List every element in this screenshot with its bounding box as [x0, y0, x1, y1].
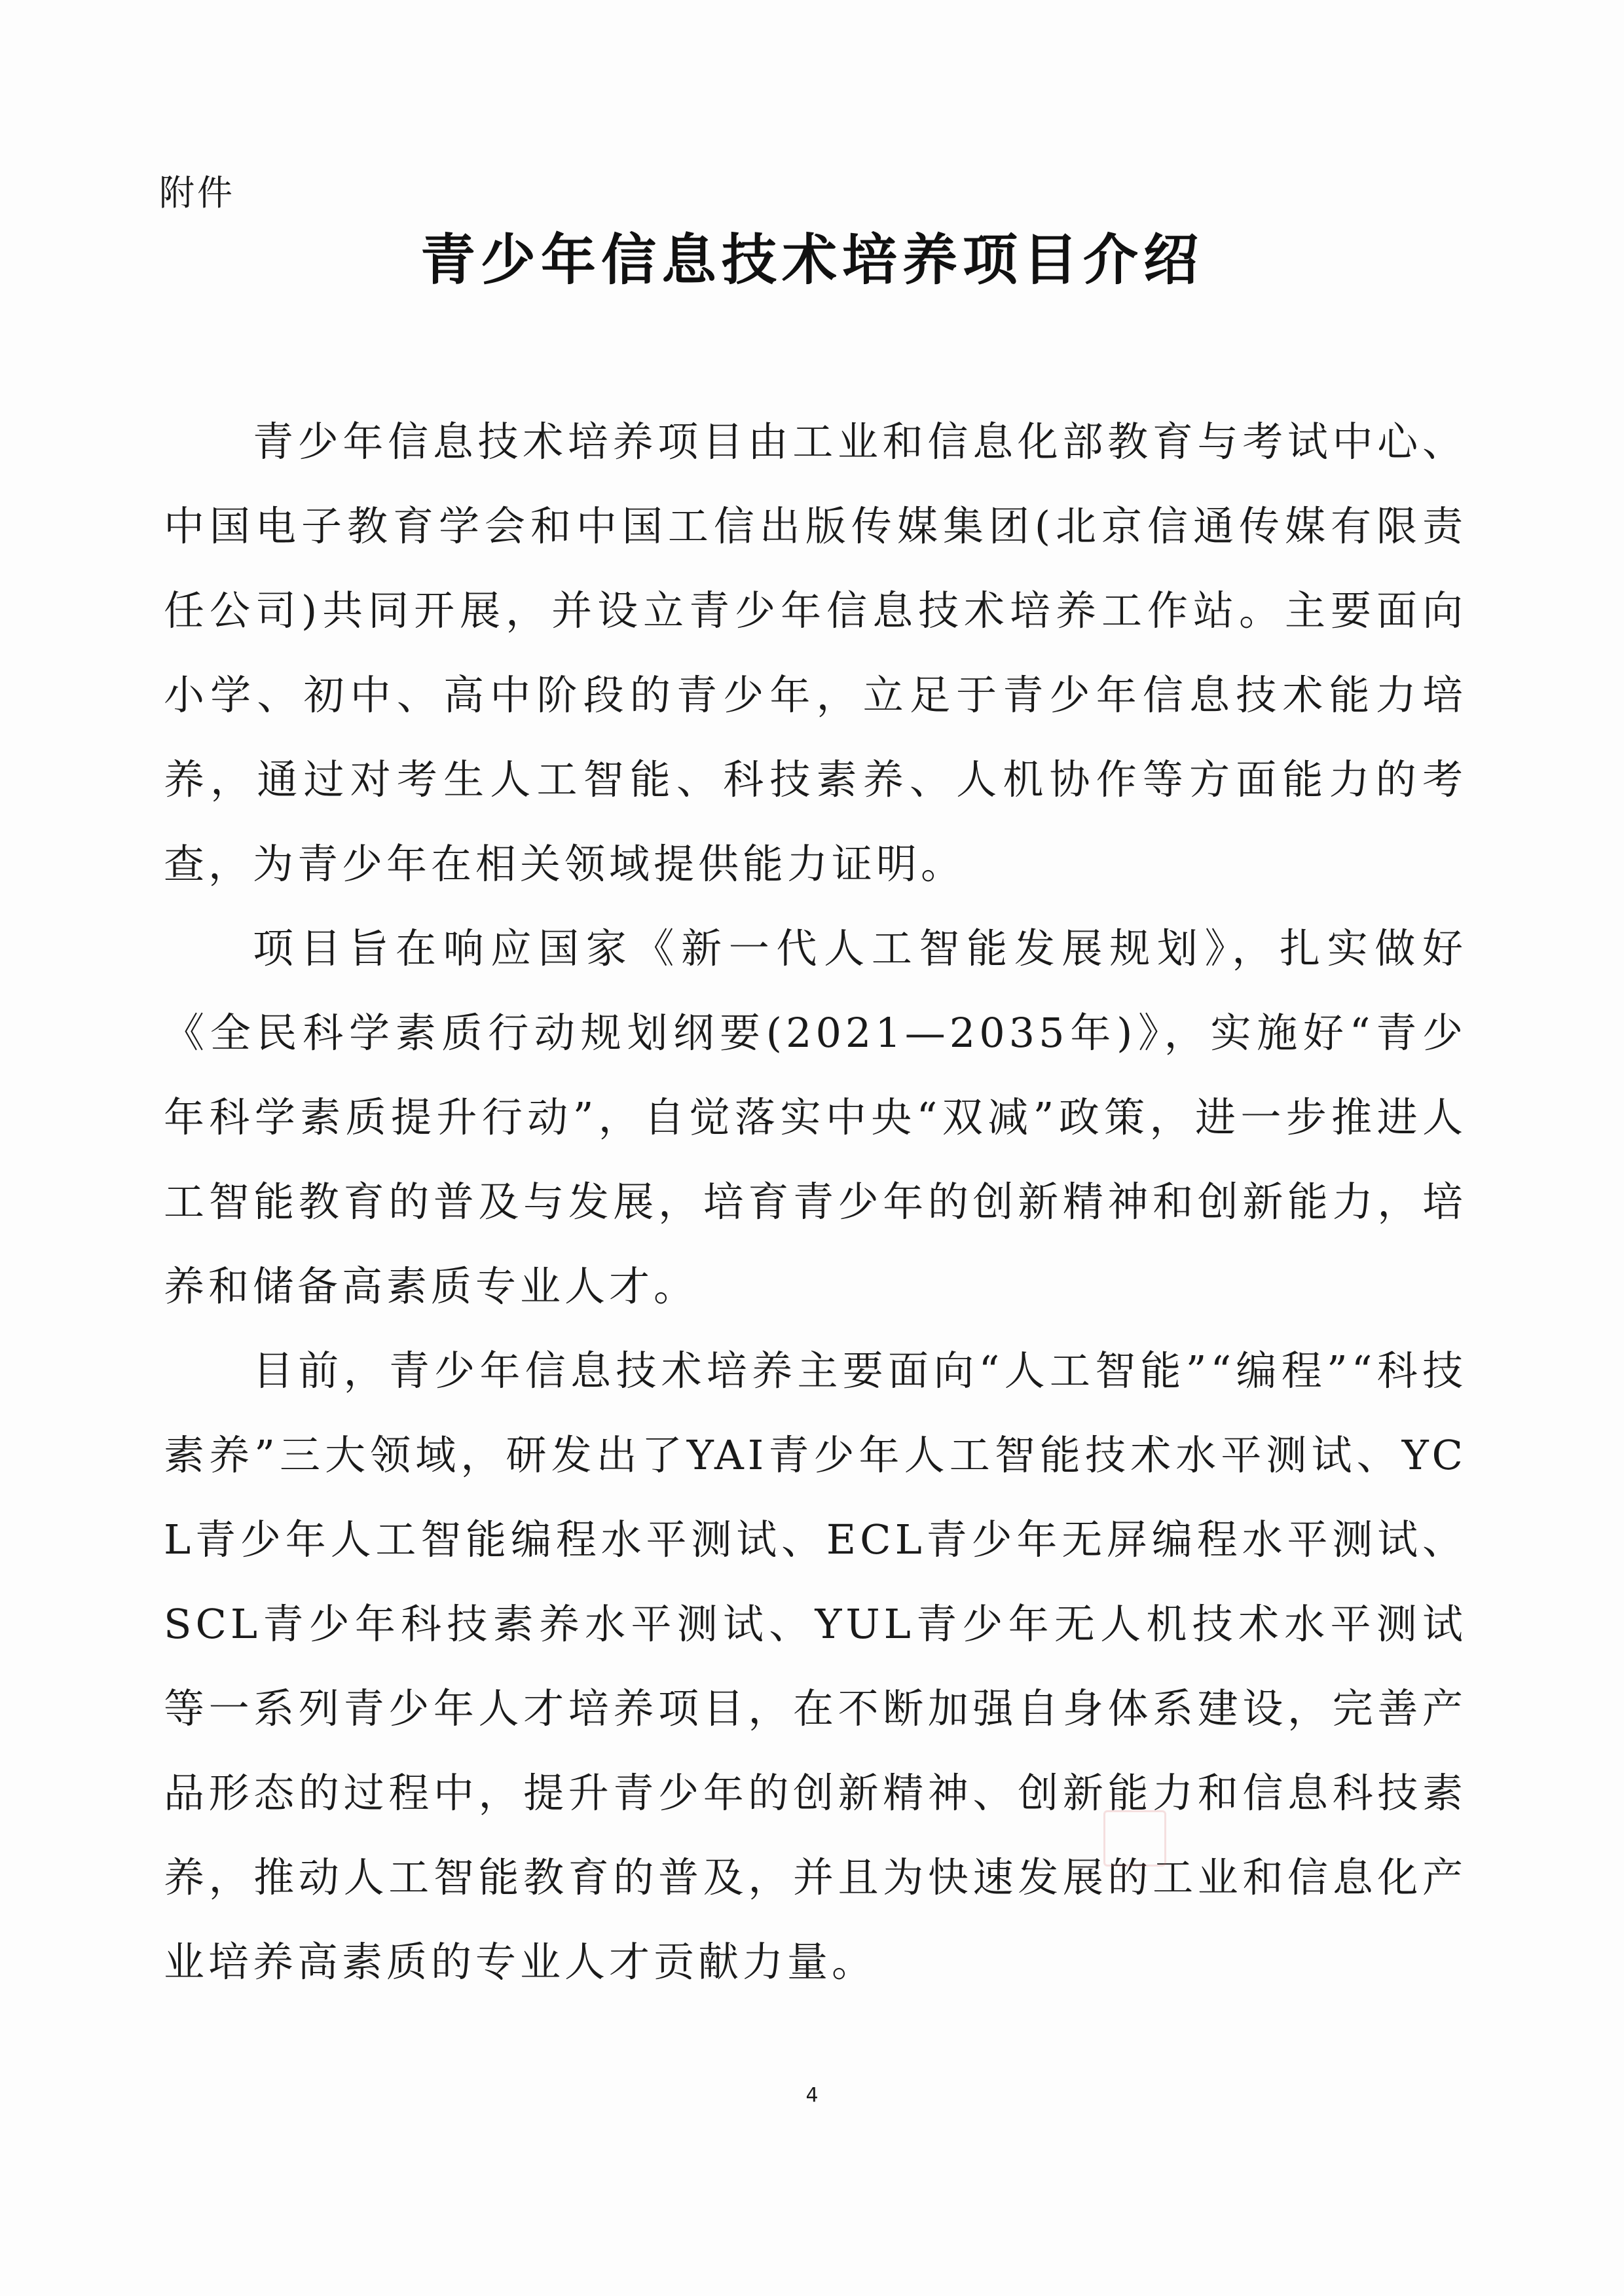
body-paragraph: 目前，青少年信息技术培养主要面向“人工智能”“编程”“科技素养”三大领域，研发出了YAI青少年人工智能技术水平测试、YCL青少年人工智能编程水平测试、ECL青少年无屏编程水平测试、SCL青少年科技素养水平测试、YUL青少年无人机技术水平测试等一系列青少年人才培养项目，在不断加强自身体系建设，完善产品形态的过程中，提升青少年的创新精神、创新能力和信息科技素养，推动人工智能教育的普及，并且为快速发展的工业和信息化产业培养高素质的专业人才贡献力量。 — [164, 1347, 1467, 1986]
body-paragraph: 青少年信息技术培养项目由工业和信息化部教育与考试中心、中国电子教育学会和中国工信出版传媒集团(北京信通传媒有限责任公司)共同开展，并设立青少年信息技术培养工作站。主要面向小学、初中、高中阶段的青少年，立足于青少年信息技术能力培养，通过对考生人工智能、科技素养、人机协作等方面能力的考查，为青少年在相关领域提供能力证明。 — [164, 418, 1467, 888]
document-title: 青少年信息技术培养项目介绍 — [420, 228, 1204, 292]
faint-stamp-mark — [1103, 1810, 1166, 1867]
page-number: 4 — [805, 2084, 819, 2107]
body-paragraph: 项目旨在响应国家《新一代人工智能发展规划》，扎实做好《全民科学素质行动规划纲要(2021—2035年)》，实施好“青少年科学素质提升行动”，自觉落实中央“双减”政策，进一步推进人工智能教育的普及与发展，培育青少年的创新精神和创新能力，培养和储备高素质专业人才。 — [164, 924, 1467, 1310]
attachment-label: 附件 — [159, 172, 235, 213]
document-body — [164, 399, 1467, 2004]
